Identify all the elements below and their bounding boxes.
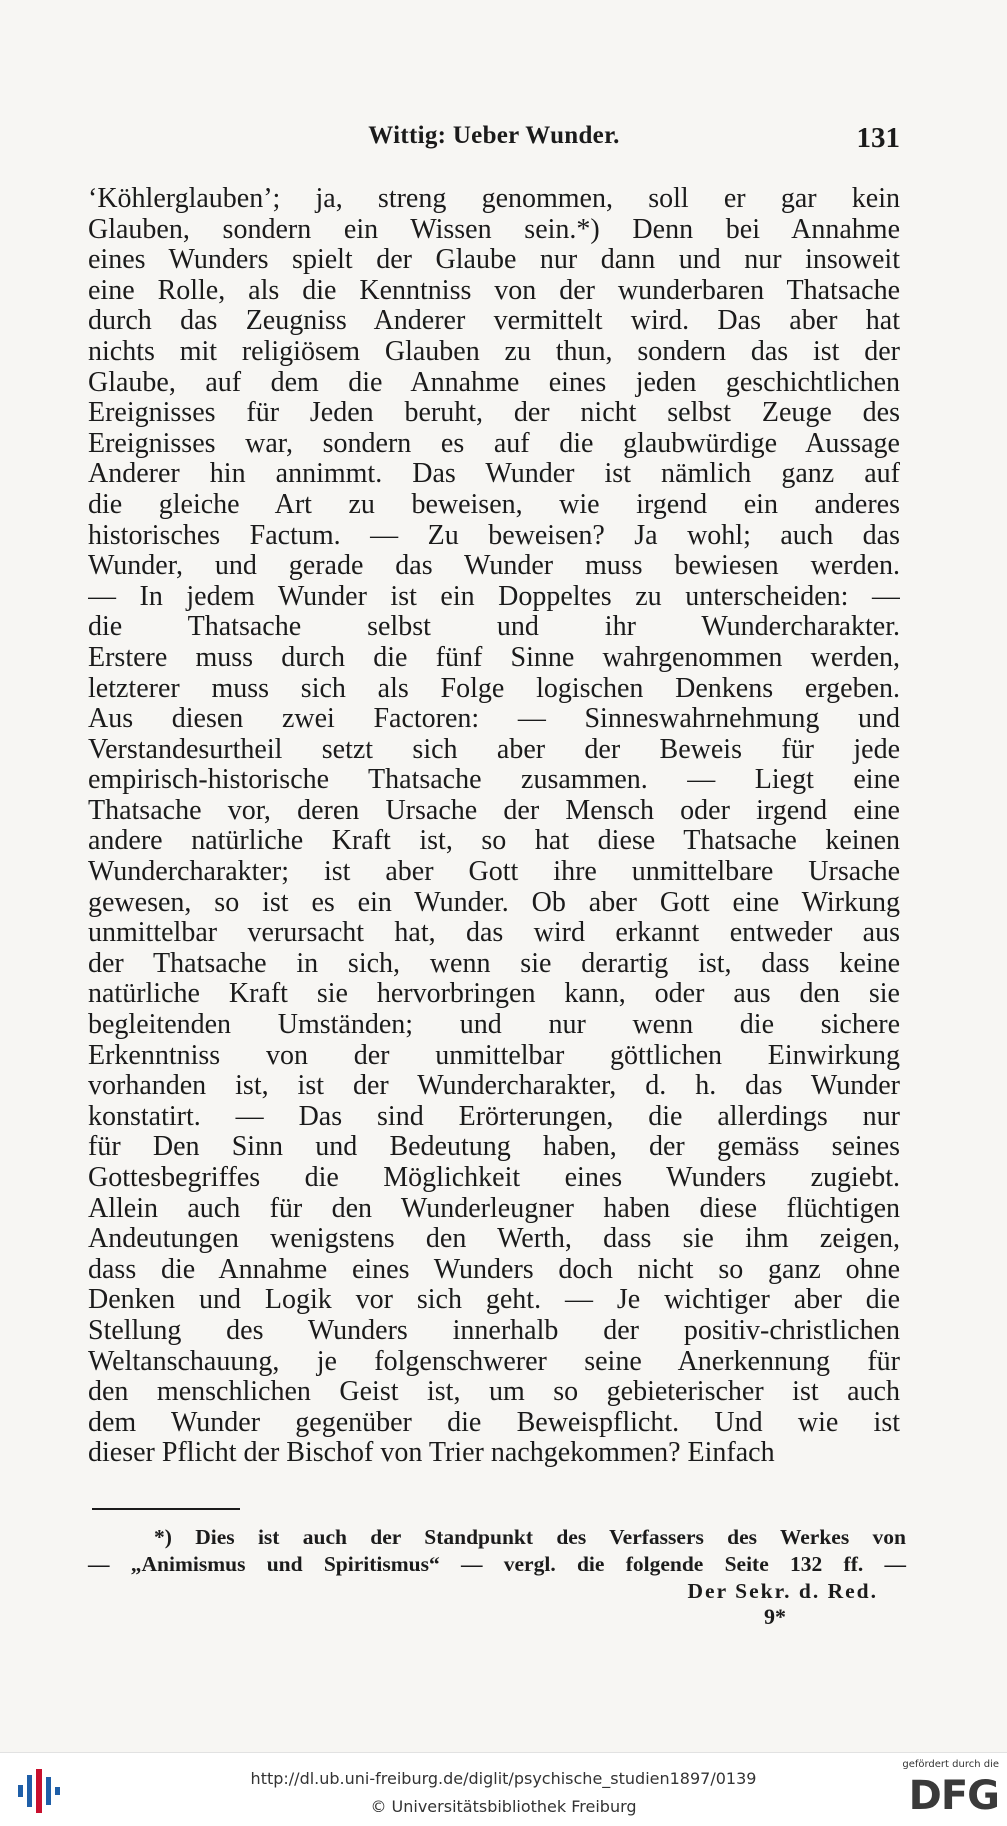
- text-line: der Thatsache in sich, wenn sie derartig ist, dass keine: [88, 948, 900, 979]
- text-line: konstatirt. — Das sind Erörterungen, die allerdings nur: [88, 1101, 900, 1132]
- text-line: die Thatsache selbst und ihr Wundercharakter.: [88, 612, 900, 643]
- footnote: [88, 1524, 906, 1605]
- text-line: dieser Pflicht der Bischof von Trier nachgekommen? Einfach: [88, 1438, 775, 1469]
- text-line: Anderer hin annimmt. Das Wunder ist nämlich ganz auf: [88, 459, 900, 490]
- text-line: Erkenntniss von der unmittelbar göttlichen Einwirkung: [88, 1040, 900, 1071]
- text-line: Denken und Logik vor sich geht. — Je wichtiger aber die: [88, 1285, 900, 1316]
- page-header: [88, 118, 900, 158]
- text-line: Glauben, sondern ein Wissen sein.*) Denn bei Annahme: [88, 214, 900, 245]
- text-line: gewesen, so ist es ein Wunder. Ob aber Gott eine Wirkung: [88, 887, 900, 918]
- copyright-notice: © Universitätsbibliothek Freiburg: [370, 1797, 637, 1816]
- text-line: durch das Zeugniss Anderer vermittelt wird. Das aber hat: [88, 306, 900, 337]
- text-line: Allein auch für den Wunderleugner haben diese flüchtigen: [88, 1193, 900, 1224]
- dfg-logo-text: DFG: [908, 1773, 999, 1819]
- dfg-logo[interactable]: [889, 1759, 999, 1821]
- text-line: für Den Sinn und Bedeutung haben, der gemäss seines: [88, 1132, 900, 1163]
- text-line: letzterer muss sich als Folge logischen Denkens ergeben.: [88, 673, 900, 704]
- text-line: Ereignisses für Jeden beruht, der nicht selbst Zeuge des: [88, 398, 900, 429]
- text-line: dem Wunder gegenüber die Beweispflicht. Und wie ist: [88, 1407, 900, 1438]
- running-head: Wittig: Ueber Wunder.: [368, 122, 620, 149]
- text-line: Verstandesurtheil setzt sich aber der Beweis für jede: [88, 734, 900, 765]
- page-number: 131: [856, 122, 900, 154]
- footnote-signature: Der Sekr. d. Red.: [687, 1579, 878, 1603]
- viewer-footer: [0, 1752, 1007, 1826]
- text-line: Wunder, und gerade das Wunder muss bewiesen werden.: [88, 551, 900, 582]
- footnote-line: *) Dies ist auch der Standpunkt des Verfassers des Werkes von: [154, 1525, 906, 1549]
- text-line: Wundercharakter; ist aber Gott ihre unmittelbare Ursache: [88, 857, 900, 888]
- text-line: — In jedem Wunder ist ein Doppeltes zu unterscheiden: —: [88, 581, 900, 612]
- text-line: den menschlichen Geist ist, um so gebieterischer ist auch: [88, 1377, 900, 1408]
- text-line: Ereignisses war, sondern es auf die glaubwürdige Aussage: [88, 428, 900, 459]
- text-line: empirisch-historische Thatsache zusammen. — Liegt eine: [88, 765, 900, 796]
- text-line: historisches Factum. — Zu beweisen? Ja wohl; auch das: [88, 520, 900, 551]
- text-line: Aus diesen zwei Factoren: — Sinneswahrnehmung und: [88, 704, 900, 735]
- footnote-line: — „Animismus und Spiritismus“ — vergl. die folgende Seite 132 ff. —: [88, 1552, 906, 1576]
- dfg-tagline: gefördert durch die: [902, 1759, 999, 1770]
- text-line: die gleiche Art zu beweisen, wie irgend ein anderes: [88, 489, 900, 520]
- permalink-url[interactable]: http://dl.ub.uni-freiburg.de/diglit/psychische_studien1897/0139: [250, 1769, 757, 1788]
- text-line: eine Rolle, als die Kenntniss von der wunderbaren Thatsache: [88, 275, 900, 306]
- text-line: Gottesbegriffes die Möglichkeit eines Wunders zugiebt.: [88, 1163, 900, 1193]
- text-line: andere natürliche Kraft ist, so hat diese Thatsache keinen: [88, 826, 900, 857]
- text-line: Erstere muss durch die fünf Sinne wahrgenommen werden,: [88, 642, 900, 673]
- text-line: Andeutungen wenigstens den Werth, dass sie ihm zeigen,: [88, 1224, 900, 1255]
- footnote-rule: [92, 1508, 240, 1510]
- text-line: Stellung des Wunders innerhalb der positiv-christlichen: [88, 1315, 900, 1346]
- text-line: eines Wunders spielt der Glaube nur dann und nur insoweit: [88, 245, 900, 276]
- text-line: dass die Annahme eines Wunders doch nicht so ganz ohne: [88, 1254, 900, 1285]
- text-line: vorhanden ist, ist der Wundercharakter, d. h. das Wunder: [88, 1071, 900, 1102]
- body-text: [88, 184, 900, 1469]
- text-line: ‘Köhlerglauben’; ja, streng genommen, soll er gar kein: [88, 184, 900, 214]
- text-line: natürliche Kraft sie hervorbringen kann, oder aus den sie: [88, 979, 900, 1010]
- text-line: nichts mit religiösem Glauben zu thun, sondern das ist der: [88, 336, 900, 367]
- sheet-signature-mark: 9*: [764, 1604, 786, 1629]
- text-line: Glaube, auf dem die Annahme eines jeden geschichtlichen: [88, 367, 900, 398]
- text-line: Weltanschauung, je folgenschwerer seine Anerkennung für: [88, 1346, 900, 1377]
- text-line: unmittelbar verursacht hat, das wird erkannt entweder aus: [88, 918, 900, 949]
- text-line: begleitenden Umständen; und nur wenn die sichere: [88, 1010, 900, 1041]
- text-line: Thatsache vor, deren Ursache der Mensch oder irgend eine: [88, 795, 900, 826]
